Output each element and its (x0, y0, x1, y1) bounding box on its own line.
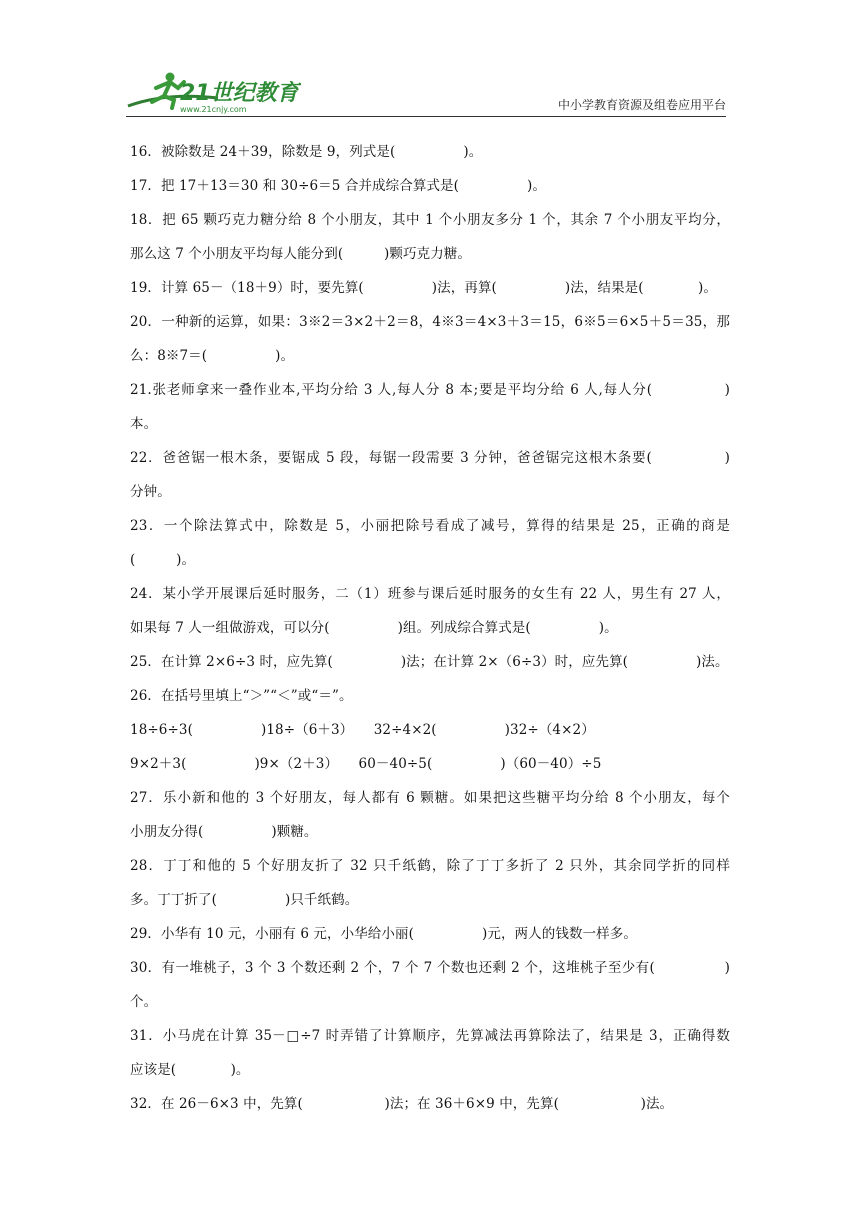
question-32: 32．在 26－6×3 中，先算( )法；在 36＋6×9 中，先算( )法。 (130, 1096, 674, 1112)
question-19: 19．计算 65－（18＋9）时，要先算( )法，再算( )法，结果是( )。 (130, 280, 718, 296)
question-26-row-1: 18÷6÷3( )18÷（6＋3） 32÷4×2( )32÷（4×2） (130, 722, 595, 738)
question-16: 16．被除数是 24＋39，除数是 9，列式是( )。 (130, 144, 483, 160)
question-20-cont: 么：8※7＝( )。 (130, 348, 295, 364)
question-21-cont: 本。 (130, 416, 158, 432)
question-31-cont: 应该是( )。 (130, 1062, 250, 1078)
logo (126, 68, 301, 116)
question-21: 21.张老师拿来一叠作业本,平均分给 3 人,每人分 8 本;要是平均分给 6 人,每人分( ) (130, 382, 730, 398)
header-divider (126, 116, 726, 117)
platform-title: 中小学教育资源及组卷应用平台 (557, 98, 726, 112)
svg-text:21世纪教育: 21世纪教育 (180, 81, 299, 106)
question-26: 26．在括号里填上“＞”“＜”或“＝”。 (130, 688, 353, 704)
question-29: 29．小华有 10 元，小丽有 6 元，小华给小丽( )元，两人的钱数一样多。 (130, 926, 637, 942)
question-27-cont: 小朋友分得( )颗糖。 (130, 824, 318, 840)
question-24-cont: 如果每 7 人一组做游戏，可以分( )组。列成综合算式是( )。 (130, 620, 618, 636)
logo-runner-icon (126, 68, 301, 116)
question-24: 24．某小学开展课后延时服务，二（1）班参与课后延时服务的女生有 22 人，男生有 27 人， (130, 586, 730, 602)
question-20: 20．一种新的运算，如果：3※2＝3×2＋2＝8，4※3＝4×3＋3＝15，6※5＝6×5＋5＝35，那 (130, 314, 730, 330)
question-27: 27．乐小新和他的 3 个好朋友，每人都有 6 颗糖。如果把这些糖平均分给 8 个小朋友，每个 (130, 790, 730, 806)
question-22-cont: 分钟。 (130, 484, 171, 500)
question-22: 22．爸爸锯一根木条，要锯成 5 段，每锯一段需要 3 分钟，爸爸锯完这根木条要( ) (130, 450, 730, 466)
question-23-cont: ( )。 (130, 552, 196, 568)
question-23: 23．一个除法算式中，除数是 5，小丽把除号看成了减号，算得的结果是 25，正确的商是 (130, 518, 730, 534)
question-28-cont: 多。丁丁折了( )只千纸鹤。 (130, 892, 359, 908)
question-17: 17．把 17＋13＝30 和 30÷6＝5 合并成综合算式是( )。 (130, 178, 546, 194)
question-18-cont: 那么这 7 个小朋友平均每人能分到( )颗巧克力糖。 (130, 246, 472, 262)
svg-text:www.21cnjy.com: www.21cnjy.com (180, 105, 247, 114)
question-18: 18．把 65 颗巧克力糖分给 8 个小朋友，其中 1 个小朋友多分 1 个，其余 7 个小朋友平均分， (130, 212, 730, 228)
question-30: 30．有一堆桃子，3 个 3 个数还剩 2 个，7 个 7 个数也还剩 2 个，这堆桃子至少有( ) (130, 960, 730, 976)
question-30-cont: 个。 (130, 994, 158, 1010)
question-25: 25．在计算 2×6÷3 时，应先算( )法；在计算 2×（6÷3）时，应先算( )法。 (130, 654, 729, 670)
question-28: 28．丁丁和他的 5 个好朋友折了 32 只千纸鹤，除了丁丁多折了 2 只外，其余同学折的同样 (130, 858, 730, 874)
question-26-row-2: 9×2＋3( )9×（2＋3） 60－40÷5( )（60－40）÷5 (130, 756, 602, 772)
question-31: 31．小马虎在计算 35－□÷7 时弄错了计算顺序，先算减法再算除法了，结果是 3，正确得数 (130, 1028, 730, 1044)
page-header (126, 68, 726, 116)
question-list (130, 138, 730, 1124)
